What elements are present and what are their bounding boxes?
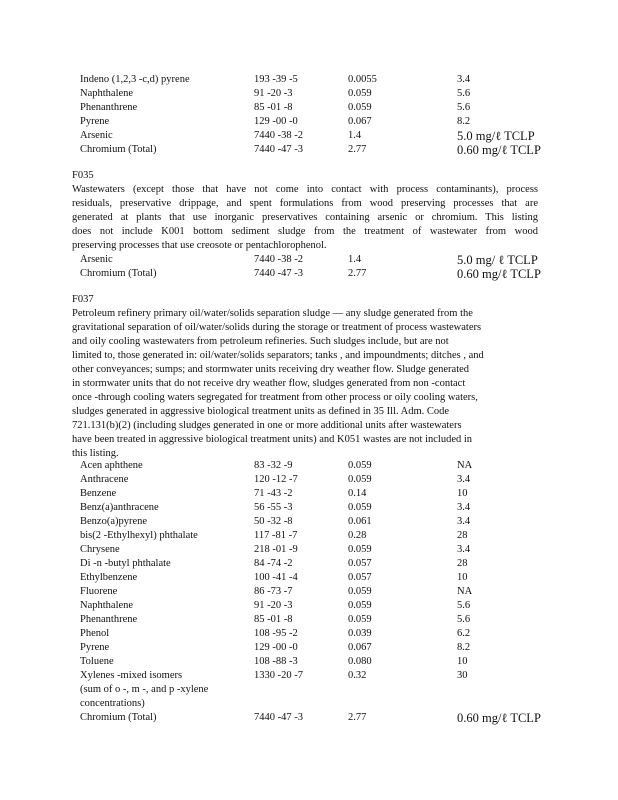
cas-number: 100 -41 -4 (254, 572, 298, 583)
constituent-name: Chrysene (80, 544, 120, 555)
wastewater-value: 0.28 (348, 530, 367, 541)
description-line: and oily cooling wastewaters from petroleum refineries. Such sludges include, but are not (72, 336, 449, 347)
cas-number: 129 -00 -0 (254, 116, 298, 127)
wastewater-value: 0.061 (348, 516, 372, 527)
cas-number: 7440 -38 -2 (254, 254, 303, 265)
description-line: limited to, those generated in: oil/water/solids separators; tanks , and impoundments; ditches , and (72, 350, 484, 361)
cas-number: 56 -55 -3 (254, 502, 293, 513)
table-row (0, 267, 618, 281)
nonwastewater-value: 10 (457, 656, 468, 667)
table-row (0, 669, 618, 683)
table-row (0, 143, 618, 157)
wastewater-value: 1.4 (348, 254, 362, 265)
nonwastewater-value: NA (457, 586, 473, 597)
wastewater-value: 0.32 (348, 670, 367, 681)
nonwastewater-value: 8.2 (457, 642, 471, 653)
constituent-name: Arsenic (80, 254, 113, 265)
waste-code-f037: F037 (72, 294, 94, 305)
constituent-name: Anthracene (80, 474, 129, 485)
constituent-name: concentrations) (80, 698, 145, 709)
wastewater-value: 0.0055 (348, 74, 377, 85)
table-row (0, 543, 618, 557)
nonwastewater-value: 28 (457, 558, 468, 569)
constituent-name: Fluorene (80, 586, 118, 597)
table-row (0, 73, 618, 87)
constituent-name: Naphthalene (80, 600, 134, 611)
constituent-name: Pyrene (80, 642, 110, 653)
description-line: does not include K001 bottom sediment sludge from the treatment of wastewater from wood (72, 226, 538, 237)
table-row (0, 515, 618, 529)
description-line: residuals, preservative drippage, and spent formulations from wood preserving processes that are (72, 198, 538, 209)
description-line: generated at plants that use inorganic preservatives containing arsenic or chromium. This listing (72, 212, 538, 223)
constituent-name: Benzene (80, 488, 117, 499)
description-line: other conveyances; sumps; and stormwater units receiving dry weather flow. Sludge generated (72, 364, 470, 375)
table-row (0, 683, 618, 697)
table-row (0, 697, 618, 711)
nonwastewater-value: 5.0 mg/ ℓ TCLP (457, 253, 538, 267)
constituent-name: Pyrene (80, 116, 110, 127)
constituent-name: Phenol (80, 628, 110, 639)
wastewater-value: 0.059 (348, 102, 372, 113)
nonwastewater-value: 5.6 (457, 614, 471, 625)
cas-number: 91 -20 -3 (254, 600, 293, 611)
nonwastewater-value: 8.2 (457, 116, 471, 127)
cas-number: 7440 -38 -2 (254, 130, 303, 141)
table-row (0, 129, 618, 143)
description-line: once -through cooling waters segregated for treatment from other process or oily cooling waters, (72, 392, 478, 403)
table-row (0, 613, 618, 627)
cas-number: 86 -73 -7 (254, 586, 293, 597)
table-row (0, 627, 618, 641)
table-row (0, 473, 618, 487)
description-line: preserving processes that use creosote or pentachlorophenol. (72, 240, 327, 251)
cas-number: 50 -32 -8 (254, 516, 293, 527)
constituent-name: Xylenes -mixed isomers (80, 670, 183, 681)
constituent-name: Benzo(a)pyrene (80, 516, 148, 527)
nonwastewater-value: 0.60 mg/ℓ TCLP (457, 143, 541, 157)
nonwastewater-value: 5.0 mg/ℓ TCLP (457, 129, 535, 143)
nonwastewater-value: 3.4 (457, 516, 471, 527)
nonwastewater-value: 5.6 (457, 102, 471, 113)
constituent-name: Acen aphthene (80, 460, 143, 471)
nonwastewater-value: 0.60 mg/ℓ TCLP (457, 267, 541, 281)
f035-description (72, 183, 538, 253)
table-row (0, 529, 618, 543)
constituent-name: Benz(a)anthracene (80, 502, 159, 513)
table-row (0, 641, 618, 655)
wastewater-value: 0.080 (348, 656, 372, 667)
cas-number: 108 -95 -2 (254, 628, 298, 639)
description-line: gravitational separation of oil/water/solids during the storage or treatment of process wastewaters (72, 322, 482, 333)
cas-number: 83 -32 -9 (254, 460, 293, 471)
constituent-name: Phenanthrene (80, 614, 138, 625)
wastewater-value: 0.059 (348, 614, 372, 625)
constituent-name: Ethylbenzene (80, 572, 138, 583)
cas-number: 1330 -20 -7 (254, 670, 303, 681)
table-row (0, 459, 618, 473)
table-row (0, 501, 618, 515)
wastewater-value: 0.039 (348, 628, 372, 639)
description-line: Wastewaters (except those that have not come into contact with process contaminants), process (72, 184, 538, 195)
constituent-name: Chromium (Total) (80, 712, 157, 723)
wastewater-value: 2.77 (348, 712, 367, 723)
cas-number: 85 -01 -8 (254, 614, 293, 625)
nonwastewater-value: 3.4 (457, 74, 471, 85)
nonwastewater-value: 6.2 (457, 628, 471, 639)
nonwastewater-value: 3.4 (457, 502, 471, 513)
cas-number: 120 -12 -7 (254, 474, 298, 485)
wastewater-value: 1.4 (348, 130, 362, 141)
table-row (0, 599, 618, 613)
cas-number: 7440 -47 -3 (254, 268, 303, 279)
wastewater-value: 2.77 (348, 144, 367, 155)
nonwastewater-value: NA (457, 460, 473, 471)
wastewater-value: 0.067 (348, 642, 372, 653)
wastewater-value: 0.057 (348, 572, 372, 583)
wastewater-value: 0.059 (348, 460, 372, 471)
cas-number: 129 -00 -0 (254, 642, 298, 653)
description-line: this listing. (72, 448, 119, 459)
f037-description (72, 307, 542, 461)
constituent-name: Chromium (Total) (80, 268, 157, 279)
constituent-name: Naphthalene (80, 88, 134, 99)
cas-number: 84 -74 -2 (254, 558, 293, 569)
wastewater-value: 0.14 (348, 488, 367, 499)
wastewater-value: 0.059 (348, 586, 372, 597)
description-line: in stormwater units that do not receive dry weather flow, sludges generated from non -contact (72, 378, 466, 389)
cas-number: 71 -43 -2 (254, 488, 293, 499)
constituent-name: Phenanthrene (80, 102, 138, 113)
cas-number: 7440 -47 -3 (254, 144, 303, 155)
table-row (0, 655, 618, 669)
table-row (0, 571, 618, 585)
constituent-name: Indeno (1,2,3 -c,d) pyrene (80, 74, 190, 85)
constituent-name: Arsenic (80, 130, 113, 141)
cas-number: 85 -01 -8 (254, 102, 293, 113)
nonwastewater-value: 3.4 (457, 544, 471, 555)
constituent-name: (sum of o -, m -, and p -xylene (80, 684, 209, 695)
constituent-name: Chromium (Total) (80, 144, 157, 155)
nonwastewater-value: 10 (457, 488, 468, 499)
nonwastewater-value: 5.6 (457, 600, 471, 611)
table-row (0, 253, 618, 267)
wastewater-value: 0.057 (348, 558, 372, 569)
cas-number: 91 -20 -3 (254, 88, 293, 99)
table-row (0, 585, 618, 599)
nonwastewater-value: 10 (457, 572, 468, 583)
wastewater-value: 0.059 (348, 544, 372, 555)
table-row (0, 101, 618, 115)
description-line: Petroleum refinery primary oil/water/solids separation sludge — any sludge generated from the (72, 308, 473, 319)
description-line: 721.131(b)(2) (including sludges generated in one or more additional units after wastewaters (72, 420, 462, 431)
wastewater-value: 0.059 (348, 474, 372, 485)
constituent-name: Di -n -butyl phthalate (80, 558, 171, 569)
waste-code-f035: F035 (72, 170, 94, 181)
wastewater-value: 0.067 (348, 116, 372, 127)
table-row (0, 487, 618, 501)
cas-number: 117 -81 -7 (254, 530, 298, 541)
wastewater-value: 0.059 (348, 600, 372, 611)
nonwastewater-value: 30 (457, 670, 468, 681)
wastewater-value: 0.059 (348, 502, 372, 513)
table-row (0, 557, 618, 571)
table-row (0, 115, 618, 129)
wastewater-value: 0.059 (348, 88, 372, 99)
nonwastewater-value: 5.6 (457, 88, 471, 99)
table-row (0, 87, 618, 101)
nonwastewater-value: 28 (457, 530, 468, 541)
constituent-name: Toluene (80, 656, 114, 667)
cas-number: 193 -39 -5 (254, 74, 298, 85)
cas-number: 218 -01 -9 (254, 544, 298, 555)
description-line: have been treated in aggressive biological treatment units) and K051 wastes are not included in (72, 434, 473, 445)
cas-number: 7440 -47 -3 (254, 712, 303, 723)
nonwastewater-value: 3.4 (457, 474, 471, 485)
description-line: sludges generated in aggressive biological treatment units as defined in 35 Ill. Adm. Code (72, 406, 450, 417)
constituent-name: bis(2 -Ethylhexyl) phthalate (80, 530, 198, 541)
table-row (0, 711, 618, 725)
cas-number: 108 -88 -3 (254, 656, 298, 667)
wastewater-value: 2.77 (348, 268, 367, 279)
nonwastewater-value: 0.60 mg/ℓ TCLP (457, 711, 541, 725)
